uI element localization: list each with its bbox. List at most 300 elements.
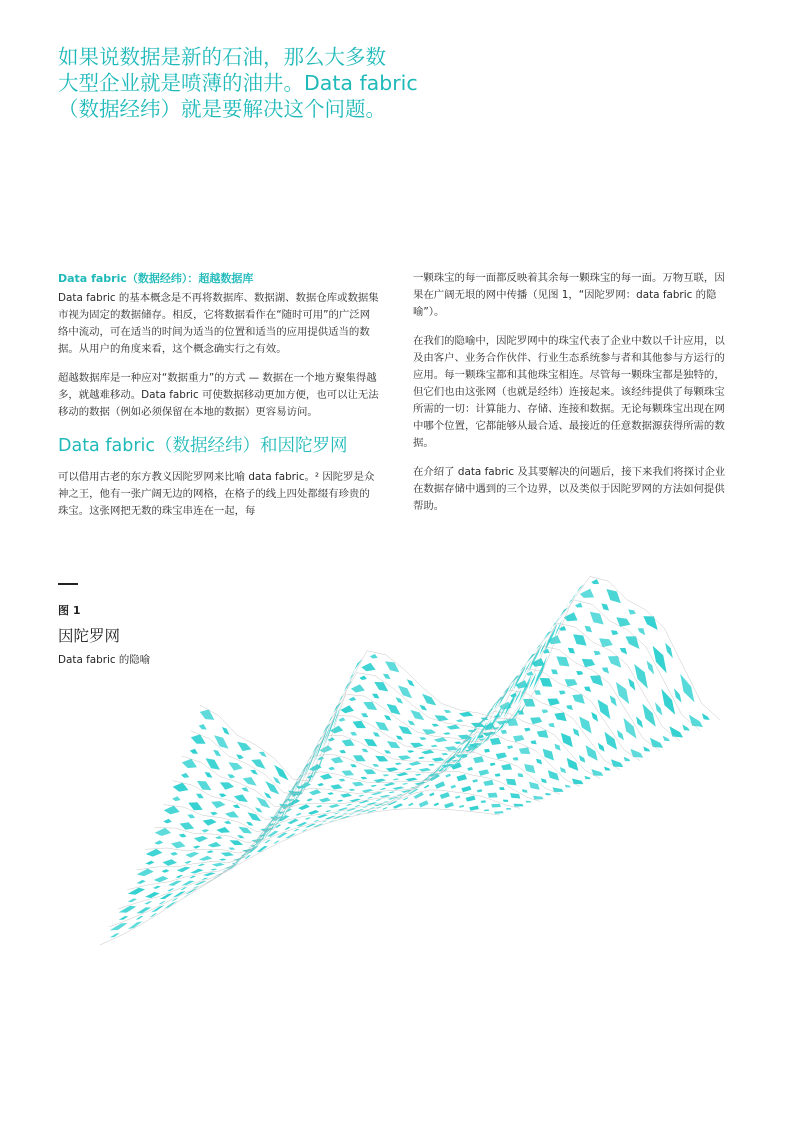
- mesh-jewel: [545, 793, 551, 795]
- mesh-jewel: [309, 789, 321, 795]
- mesh-jewel: [616, 682, 629, 704]
- mesh-jewel: [241, 787, 249, 791]
- mesh-jewel: [358, 795, 364, 797]
- mesh-jewel: [456, 774, 467, 781]
- mesh-jewel: [628, 678, 635, 691]
- mesh-jewel: [334, 813, 340, 815]
- mesh-jewel: [490, 738, 501, 745]
- mesh-jewel: [375, 756, 388, 762]
- mesh-jewel: [513, 757, 519, 760]
- mesh-jewel: [647, 661, 655, 675]
- mesh-jewel: [145, 892, 160, 898]
- subheading-beyond-databases: Data fabric（数据经纬）：超越数据库: [58, 272, 254, 285]
- mesh-jewel: [643, 746, 650, 751]
- mesh-jewel: [445, 746, 458, 750]
- mesh-jewel: [387, 704, 401, 715]
- mesh-jewel: [238, 827, 252, 834]
- mesh-jewel: [384, 715, 391, 721]
- mesh-jewel: [484, 809, 489, 811]
- mesh-jewel: [317, 783, 324, 786]
- mesh-jewel: [409, 761, 422, 765]
- mesh-jewel: [506, 808, 511, 810]
- mesh-jewel: [110, 923, 128, 930]
- mesh-jewel: [211, 801, 225, 808]
- mesh-jewel: [579, 717, 591, 734]
- mesh-jewel: [556, 656, 569, 666]
- mesh-jewel: [418, 757, 425, 759]
- mesh-jewel: [604, 767, 611, 771]
- mesh-jewel: [573, 634, 587, 645]
- mesh-jewel: [162, 869, 170, 873]
- mesh-jewel: [419, 768, 432, 772]
- mesh-jewel: [576, 671, 583, 675]
- mesh-jewel: [328, 767, 335, 770]
- mesh-jewel: [548, 723, 555, 728]
- mesh-jewel: [507, 746, 513, 750]
- mesh-jewel: [392, 787, 404, 790]
- mesh-jewel: [663, 736, 670, 742]
- mesh-jewel: [273, 777, 281, 785]
- mesh-jewel: [454, 742, 461, 745]
- mesh-jewel: [432, 724, 440, 727]
- mesh-jewel: [467, 767, 473, 771]
- mesh-jewel: [276, 833, 287, 838]
- mesh-jewel: [215, 836, 222, 839]
- mesh-jewel: [434, 715, 448, 721]
- mesh-jewel: [233, 804, 241, 808]
- mesh-jewel: [630, 749, 643, 758]
- mesh-jewel: [224, 821, 232, 824]
- mesh-jewel: [598, 700, 611, 720]
- mesh-jewel: [444, 710, 452, 713]
- mesh-jewel: [561, 733, 573, 747]
- mesh-jewel: [540, 678, 553, 687]
- mesh-jewel: [227, 774, 235, 778]
- mesh-jewel: [547, 699, 559, 706]
- mesh-jewel: [634, 664, 648, 689]
- mesh-jewel: [330, 726, 343, 734]
- mesh-jewel: [405, 778, 417, 782]
- mesh-jewel: [361, 749, 368, 753]
- mesh-jewel: [628, 609, 636, 614]
- mesh-jewel: [137, 880, 146, 884]
- mesh-jewel: [205, 772, 213, 778]
- paragraph-indra-net-intro: 可以借用古老的东方教义因陀罗网来比喻 data fabric。² 因陀罗是众神之王，他有一张广阔无边的网格，在格子的线上四处都缀有珍贵的珠宝。这张网把无数的珠宝串连在一起，每: [58, 471, 375, 517]
- mesh-jewel: [349, 789, 356, 791]
- mesh-jewel: [440, 792, 450, 799]
- mesh-jewel: [567, 758, 579, 771]
- mesh-jewel: [653, 646, 667, 674]
- mesh-jewel: [565, 679, 578, 687]
- mesh-jewel: [328, 737, 335, 741]
- mesh-jewel: [375, 799, 381, 801]
- mesh-jewel: [243, 777, 257, 786]
- mesh-jewel: [181, 881, 194, 886]
- mesh-jewel: [349, 697, 356, 701]
- mesh-jewel: [305, 817, 311, 820]
- mesh-jewel: [198, 863, 205, 866]
- mesh-jewel: [154, 840, 163, 844]
- mesh-jewel: [353, 755, 366, 761]
- mesh-jewel: [203, 872, 216, 876]
- mesh-jewel: [255, 807, 263, 812]
- mesh-jewel: [340, 793, 352, 797]
- mesh-jewel: [396, 736, 403, 740]
- mesh-jewel: [372, 764, 379, 767]
- mesh-jewel: [642, 704, 655, 727]
- mesh-jewel: [259, 752, 267, 758]
- mesh-jewel: [194, 836, 208, 842]
- mesh-jewel: [219, 794, 227, 798]
- mesh-jewel: [554, 744, 560, 751]
- mesh-jewel: [591, 579, 599, 584]
- mesh-jewel: [599, 638, 613, 647]
- mesh-jewel: [398, 755, 411, 760]
- mesh-jewel: [451, 785, 457, 789]
- mesh-jewel: [383, 782, 395, 786]
- mesh-jewel: [389, 791, 395, 793]
- mesh-jewel: [405, 768, 412, 770]
- mesh-jewel: [373, 732, 380, 737]
- mesh-jewel: [206, 850, 213, 853]
- mesh-jewel: [590, 612, 604, 625]
- mesh-jewel: [533, 796, 544, 800]
- right-column: [413, 270, 735, 527]
- mesh-jewel: [350, 732, 357, 736]
- mesh-jewel: [208, 842, 222, 848]
- mesh-jewel: [524, 728, 530, 732]
- mesh-jewel: [419, 800, 429, 807]
- mesh-jewel: [477, 789, 483, 792]
- mesh-jewel: [399, 726, 413, 735]
- mesh-jewel: [441, 753, 448, 755]
- mesh-jewel: [338, 717, 345, 721]
- mesh-jewel: [320, 774, 333, 780]
- mesh-jewel: [495, 773, 501, 776]
- mesh-jewel: [375, 722, 389, 731]
- mesh-jewel: [296, 822, 307, 827]
- mesh-jewel: [431, 745, 438, 748]
- mesh-jewel: [164, 806, 180, 815]
- mesh-jewel: [354, 805, 360, 807]
- mesh-jewel: [237, 835, 244, 838]
- mesh-jewel: [490, 763, 496, 767]
- mesh-jewel: [494, 811, 504, 814]
- mesh-jewel: [339, 750, 346, 754]
- mesh-jewel: [484, 749, 490, 753]
- mesh-jewel: [584, 776, 590, 779]
- mesh-jewel: [410, 710, 424, 720]
- mesh-jewel: [443, 732, 450, 735]
- mesh-jewel: [173, 891, 186, 897]
- mesh-jewel: [610, 695, 617, 706]
- mesh-jewel: [537, 730, 549, 738]
- mesh-jewel: [524, 764, 535, 773]
- mesh-jewel: [203, 819, 217, 826]
- mesh-jewel: [351, 684, 365, 692]
- mesh-jewel: [145, 861, 154, 865]
- mesh-jewel: [419, 705, 427, 711]
- mesh-jewel: [501, 730, 507, 734]
- mesh-jewel: [491, 804, 501, 808]
- mesh-jewel: [422, 694, 436, 706]
- mesh-jewel: [196, 794, 204, 798]
- mesh-jewel: [246, 822, 253, 826]
- mesh-jewel: [220, 782, 234, 789]
- mesh-jewel: [503, 800, 508, 802]
- mesh-jewel: [163, 819, 172, 824]
- mesh-jewel: [202, 829, 210, 833]
- mesh-jewel: [380, 788, 387, 790]
- mesh-jewel: [363, 702, 377, 710]
- mesh-jewel: [228, 848, 235, 850]
- mesh-jewel: [396, 697, 404, 704]
- mesh-jewel: [455, 796, 460, 799]
- mesh-jewel: [424, 785, 430, 789]
- mesh-jewel: [510, 793, 520, 798]
- mesh-jewel: [185, 888, 198, 894]
- mesh-jewel: [674, 688, 682, 703]
- mesh-jewel: [553, 787, 564, 792]
- mesh-jewel: [456, 719, 464, 722]
- mesh-jewel: [179, 834, 187, 838]
- mesh-jewel: [408, 803, 413, 807]
- mesh-jewel: [190, 749, 198, 754]
- mesh-jewel: [605, 732, 618, 750]
- mesh-jewel: [293, 829, 299, 831]
- mesh-jewel: [362, 806, 368, 807]
- mesh-jewel: [382, 807, 388, 809]
- mesh-jewel: [530, 740, 536, 744]
- mesh-jewel: [459, 712, 473, 717]
- mesh-jewel: [702, 713, 710, 720]
- mesh-jewel: [316, 805, 322, 808]
- mesh-jewel: [216, 827, 230, 833]
- mesh-jewel: [620, 648, 627, 655]
- mesh-jewel: [306, 798, 312, 801]
- mesh-jewel: [294, 776, 301, 792]
- mesh-jewel: [298, 804, 310, 810]
- mesh-jewel: [185, 852, 199, 858]
- mesh-jewel: [419, 737, 426, 740]
- mesh-jewel: [638, 628, 646, 635]
- mesh-jewel: [624, 757, 631, 762]
- mesh-jewel: [173, 783, 189, 792]
- mesh-jewel: [353, 721, 366, 728]
- mesh-jewel: [387, 741, 400, 748]
- mesh-jewel: [514, 804, 524, 807]
- headline-line-1: 如果说数据是新的石油，那么大多数: [58, 45, 386, 69]
- mesh-jewel: [128, 921, 143, 929]
- mesh-jewel: [554, 712, 566, 721]
- mesh-jewel: [655, 702, 662, 715]
- mesh-jewel: [181, 773, 189, 778]
- mesh-jewel: [337, 800, 343, 802]
- mesh-jewel: [190, 869, 203, 874]
- mesh-jewel: [119, 906, 137, 913]
- mesh-jewel: [327, 792, 334, 795]
- mesh-jewel: [225, 811, 239, 817]
- mesh-jewel: [529, 782, 540, 790]
- mesh-jewel: [551, 669, 558, 674]
- mesh-jewel: [565, 785, 571, 788]
- mesh-jewel: [200, 709, 215, 720]
- mesh-jewel: [234, 794, 248, 802]
- mesh-jewel: [572, 779, 583, 785]
- mesh-jewel: [180, 822, 195, 830]
- headline-line-2: 大型企业就是喷薄的油井。Data fabric: [58, 71, 418, 95]
- mesh-jewel: [624, 718, 637, 739]
- mesh-jewel: [680, 674, 694, 703]
- mesh-jewel: [330, 784, 342, 789]
- mesh-jewel: [665, 643, 673, 659]
- paragraph-data-fabric-concept: Data fabric 的基本概念是不再将数据库、数据湖、数据仓库或数据集市视为固定的数据储存。相反，它将数据看作在“随时可用”的广泛网络中流动，可在适当的时间为适当的位置和适当的应用提供适当的数据。从用户的角度来看，这个概念确实行之有效。: [58, 292, 379, 355]
- mesh-jewel: [584, 687, 591, 693]
- mesh-jewel: [383, 674, 391, 680]
- mesh-jewel: [349, 799, 361, 803]
- mesh-jewel: [370, 654, 378, 659]
- mesh-jewel: [559, 691, 566, 695]
- mesh-jewel: [222, 727, 230, 735]
- mesh-jewel: [506, 779, 517, 786]
- section-heading-indra-net: Data fabric（数据经纬）和因陀罗网: [58, 436, 348, 456]
- mesh-jewel: [319, 798, 331, 803]
- mesh-jewel: [264, 792, 272, 799]
- mesh-jewel: [206, 758, 221, 769]
- mesh-jewel: [153, 886, 161, 889]
- mesh-jewel: [189, 876, 196, 879]
- mesh-jewel: [466, 796, 476, 802]
- mesh-jewel: [501, 764, 512, 770]
- indra-net-illustration: [0, 520, 793, 990]
- mesh-jewel: [177, 867, 191, 873]
- mesh-jewel: [325, 810, 331, 812]
- mesh-jewel: [160, 893, 174, 899]
- mesh-jewel: [428, 764, 435, 766]
- mesh-jewel: [407, 679, 415, 686]
- mesh-jewel: [483, 780, 494, 786]
- mesh-jewel: [608, 656, 622, 668]
- mesh-jewel: [265, 840, 271, 843]
- mesh-jewel: [481, 800, 486, 803]
- mesh-jewel: [575, 603, 583, 608]
- mesh-jewel: [398, 685, 412, 698]
- mesh-jewel: [661, 689, 675, 715]
- mesh-jewel: [236, 754, 244, 759]
- mesh-jewel: [339, 779, 346, 782]
- mesh-jewel: [372, 694, 380, 699]
- mesh-jewel: [191, 734, 206, 744]
- mesh-jewel: [536, 759, 542, 765]
- mesh-jewel: [518, 773, 524, 777]
- mesh-jewel: [146, 849, 163, 857]
- mesh-jewel: [308, 810, 320, 815]
- mesh-jewel: [626, 636, 640, 649]
- mesh-jewel: [285, 827, 291, 830]
- mesh-thread: [100, 809, 500, 945]
- mesh-jewel: [199, 856, 213, 861]
- mesh-jewel: [402, 783, 409, 785]
- mesh-jewel: [488, 793, 498, 798]
- mesh-jewel: [328, 804, 340, 808]
- mesh-jewel: [560, 767, 566, 773]
- mesh-jewel: [342, 739, 355, 746]
- mesh-jewel: [522, 789, 528, 793]
- mesh-jewel: [346, 804, 352, 806]
- mesh-jewel: [643, 616, 657, 630]
- mesh-thread: [146, 711, 601, 853]
- mesh-jewel: [393, 803, 403, 809]
- mesh-jewel: [188, 802, 203, 810]
- mesh-jewel: [295, 813, 301, 816]
- mesh-jewel: [385, 661, 399, 672]
- mesh-jewel: [158, 901, 165, 905]
- mesh-jewel: [396, 772, 409, 776]
- mesh-jewel: [210, 869, 217, 871]
- mesh-jewel: [479, 769, 490, 776]
- mesh-jewel: [128, 898, 137, 902]
- mesh-jewel: [601, 603, 609, 610]
- mesh-jewel: [274, 765, 288, 781]
- mesh-jewel: [392, 778, 399, 780]
- mesh-jewel: [370, 785, 377, 787]
- mesh-jewel: [579, 755, 585, 763]
- mesh-jewel: [247, 812, 261, 821]
- mesh-jewel: [187, 814, 195, 818]
- headline-line-3: （数据经纬）就是要解决这个问题。: [58, 97, 386, 121]
- mesh-jewel: [383, 774, 390, 776]
- mesh-jewel: [573, 728, 580, 736]
- mesh-jewel: [154, 876, 169, 882]
- mesh-jewel: [342, 770, 355, 776]
- mesh-jewel: [594, 651, 601, 656]
- mesh-jewel: [128, 888, 145, 895]
- mesh-jewel: [617, 730, 624, 741]
- mesh-jewel: [506, 719, 518, 727]
- mesh-jewel: [237, 742, 252, 751]
- mesh-jewel: [568, 648, 575, 654]
- mesh-jewel: [302, 829, 308, 831]
- mesh-jewel: [580, 589, 594, 598]
- mesh-jewel: [582, 659, 595, 667]
- mesh-jewel: [331, 757, 344, 764]
- mesh-jewel: [534, 690, 541, 695]
- mesh-jewel: [162, 859, 177, 866]
- mesh-jewel: [611, 630, 619, 635]
- mesh-jewel: [386, 767, 399, 772]
- mesh-jewel: [361, 713, 368, 717]
- mesh-jewel: [219, 859, 226, 861]
- mesh-jewel: [636, 716, 643, 728]
- mesh-jewel: [415, 774, 422, 776]
- mesh-jewel: [689, 715, 703, 727]
- mesh-jewel: [171, 841, 186, 848]
- mesh-jewel: [542, 710, 549, 714]
- mesh-jewel: [199, 724, 207, 729]
- mesh-jewel: [214, 735, 229, 749]
- mesh-jewel: [213, 750, 221, 757]
- mesh-jewel: [585, 626, 592, 633]
- mesh-jewel: [210, 812, 218, 816]
- mesh-jewel: [591, 712, 598, 722]
- mesh-jewel: [228, 762, 242, 770]
- mesh-jewel: [421, 750, 434, 755]
- headline: [58, 44, 438, 122]
- mesh-jewel: [611, 759, 623, 767]
- mesh-jewel: [459, 805, 464, 808]
- mesh-jewel: [257, 846, 268, 852]
- paragraph-data-gravity: 超越数据库是一种应对“数据重力”的方式 — 数据在一个地方聚集得越多，就越难移动。Data fabric 可使数据移动更加方便，也可以让无法移动的数据（例如必须保留在本地的数据）更容易访问。: [58, 372, 379, 418]
